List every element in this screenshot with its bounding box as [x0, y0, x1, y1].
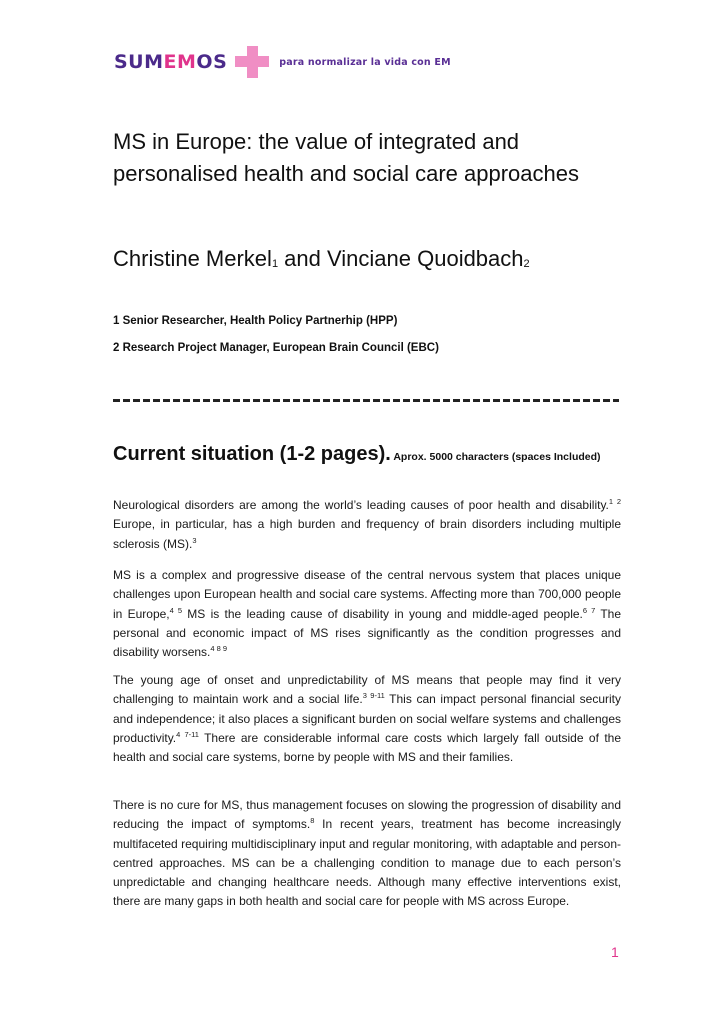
sumemos-logo — [114, 44, 451, 80]
paragraph-text: The personal and economic impact of MS rises significantly as the condition progresses and disability worsens. — [113, 606, 622, 660]
paragraph-text: The young age of onset and unpredictability of MS means that people may find it very challenging to maintain work and a social life. — [113, 673, 621, 707]
section-heading — [113, 441, 633, 470]
authors-line — [113, 246, 530, 272]
page-number: 1 — [611, 944, 619, 960]
authors-conjunction: and — [278, 246, 327, 271]
paragraph-text: MS is the leading cause of disability in young and middle-aged people. — [182, 606, 583, 621]
citation-ref: 6 7 — [582, 605, 596, 615]
citation-ref: 4 8 9 — [210, 644, 228, 654]
paragraph-text: There are considerable informal care costs which largely fall outside of the health and social care systems, borne by people with MS and their families. — [113, 730, 621, 765]
plus-icon — [235, 46, 269, 78]
logo-part-sum: SUM — [114, 51, 164, 73]
affiliation-1: 1 Senior Researcher, Health Policy Partnerhip (HPP) — [113, 315, 398, 327]
author-1-ref: 1 — [271, 258, 279, 270]
logo-part-em: EM — [163, 51, 197, 73]
section-heading-title: Current situation (1-2 pages). — [113, 443, 391, 465]
author-1: Christine Merkel — [113, 246, 272, 271]
paragraph-text: In recent years, treatment has become increasingly multifaceted requiring multidisciplinary input and regular monitoring, with adaptable and person-centred approaches. MS can be a challenging condition to manage due to each person’s unpredictable and changing healthcare needs. Although many effective interventions exist, there are many gaps in both health and social care for people with MS across Europe. — [113, 817, 621, 909]
paragraph-1 — [113, 496, 621, 554]
logo-tagline: para normalizar la vida con EM — [279, 56, 451, 68]
citation-ref: 3 — [192, 535, 197, 545]
logo-wordmark — [114, 51, 227, 73]
paragraph-text: Neurological disorders are among the world’s leading causes of poor health and disability. — [113, 498, 609, 512]
paragraph-2 — [113, 566, 621, 662]
paragraph-4 — [113, 796, 621, 912]
citation-ref: 1 2 — [608, 497, 621, 506]
logo-part-os: OS — [196, 51, 228, 73]
author-2: Vinciane Quoidbach — [327, 246, 524, 271]
paragraph-3 — [113, 671, 621, 767]
paragraph-text: This can impact personal financial security and independence; it also places a significant burden on social welfare systems and challenges productivity. — [113, 692, 621, 745]
section-heading-note: Aprox. 5000 characters (spaces Included) — [390, 451, 601, 463]
affiliation-2: 2 Research Project Manager, European Brain Council (EBC) — [113, 342, 439, 354]
paragraph-text: MS is a complex and progressive disease of the central nervous system that places unique challenges upon European health and social care systems. Affecting more than 700,000 people in Europe, — [113, 568, 621, 621]
paragraph-text: There is no cure for MS, thus management focuses on slowing the progression of disability and reducing the impact of symptoms. — [113, 798, 621, 832]
citation-ref: 4 5 — [169, 605, 183, 615]
author-2-ref: 2 — [523, 258, 530, 270]
citation-ref: 4 7-11 — [176, 729, 199, 739]
citation-ref: 8 — [310, 816, 315, 826]
document-title: MS in Europe: the value of integrated and personalised health and social care approaches — [113, 129, 579, 186]
paragraph-text: Europe, in particular, has a high burden and frequency of brain disorders including multiple sclerosis (MS). — [113, 517, 621, 551]
citation-ref: 3 9-11 — [362, 691, 385, 701]
dashed-divider — [113, 399, 619, 402]
